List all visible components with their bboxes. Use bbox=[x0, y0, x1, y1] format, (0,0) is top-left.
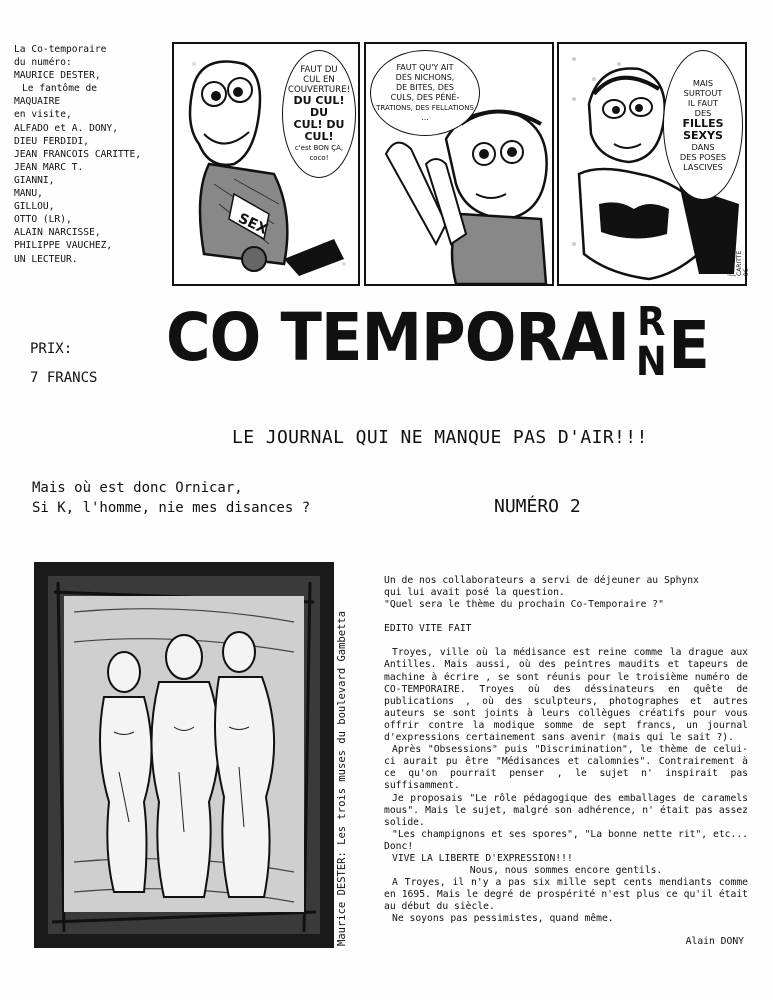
article-paragraph: A Troyes, il n'y a pas six mille sept cents mendiants comme en 1695. Mais le degré de prospérité n'est plus ce qu'il était au début du siècle. bbox=[384, 877, 748, 913]
speech-bubble bbox=[663, 50, 743, 200]
credits-line: JEAN MARC T. bbox=[14, 161, 84, 173]
credits-line: MANU, bbox=[14, 188, 43, 200]
comic-panel-1 bbox=[172, 42, 360, 286]
bubble-line: SEXYS bbox=[683, 129, 723, 142]
bubble-line: ... bbox=[421, 113, 429, 122]
article-paragraph: Ne soyons pas pessimistes, quand même. bbox=[392, 913, 614, 925]
article-paragraph: Je proposais "Le rôle pédagogique des emballages de caramels mous". Mais le sujet, malgré son adhérence, n' était pas assez solide. bbox=[384, 792, 748, 828]
price-value: 7 FRANCS bbox=[30, 370, 98, 386]
artwork-three-muses bbox=[34, 562, 334, 948]
credits-line: en visite, bbox=[14, 109, 72, 121]
credits-line: GIANNI, bbox=[14, 174, 55, 186]
article-intro-line: qui lui avait posé la question. bbox=[384, 587, 565, 599]
bubble-line: DES NICHONS, bbox=[395, 73, 455, 82]
article-author: Alain DONY bbox=[685, 935, 744, 947]
epigraph-line: Si K, l'homme, nie mes disances ? bbox=[32, 500, 311, 516]
bubble-line: DES POSES bbox=[679, 152, 727, 162]
speech-bubble bbox=[370, 50, 480, 136]
article-paragraph: Troyes, ville où la médisance est reine comme la drague aux Antilles. Mais aussi, où des peintres maudits et tapeurs de machine à écrire , se sont réunis pour le troisième numéro de CO-TEMPORAIRE. Troyes où des déssinateurs en quête de publications , où des sculpteurs, photographes et autres auteurs se sont joints à leurs collègues créatifs pour vous offrir contre la modique somme de sept francs, un journal d'expressions certainement sans avenir (mais qui le sait ?). bbox=[384, 647, 748, 744]
tagline: LE JOURNAL QUI NE MANQUE PAS D'AIR!!! bbox=[232, 427, 648, 448]
masthead-letter-end: E bbox=[668, 307, 709, 384]
masthead-title bbox=[166, 299, 709, 385]
article-intro-line: "Quel sera le thème du prochain Co-Temporaire ?" bbox=[384, 599, 664, 611]
masthead-letter-bottom: N bbox=[635, 339, 666, 385]
editorial-article bbox=[384, 575, 748, 948]
credits-line: Le fantôme de bbox=[22, 83, 98, 95]
comic-panel-3 bbox=[557, 42, 750, 286]
bubble-line: DU CUL! DU bbox=[293, 94, 345, 119]
bubble-line: DE BITES, DES bbox=[395, 83, 454, 92]
credits-line: du numéro: bbox=[14, 57, 72, 69]
bubble-line: CUL! DU bbox=[293, 118, 345, 131]
bubble-line: SURTOUT bbox=[683, 88, 723, 98]
artist-signature: JF CARITTE 96 bbox=[729, 250, 750, 276]
bubble-line: FAUT DU bbox=[300, 65, 338, 75]
credits-line: MAQUAIRE bbox=[14, 96, 61, 108]
article-intro-line: Un de nos collaborateurs a servi de déjeuner au Sphynx bbox=[384, 575, 699, 586]
bubble-line: CULS, DES PÉNÉ- bbox=[390, 93, 460, 102]
bubble-line: coco! bbox=[309, 154, 329, 162]
bubble-line: DANS bbox=[691, 142, 715, 152]
epigraph-line: Mais où est donc Ornicar, bbox=[32, 480, 243, 496]
comic-panel-2 bbox=[364, 42, 554, 286]
epigraph bbox=[32, 478, 310, 518]
article-heading: EDITO VITE FAIT bbox=[384, 623, 472, 635]
artwork-caption: Maurice DESTER: Les trois muses du boulevard Gambetta bbox=[336, 610, 348, 946]
credits-line: La Co-temporaire bbox=[14, 44, 107, 55]
bubble-line: FILLES bbox=[682, 117, 724, 130]
bubble-line: FAUT QU'Y AIT bbox=[396, 63, 454, 72]
shirt-text: SEX bbox=[235, 210, 270, 238]
bubble-line: MAIS bbox=[692, 78, 714, 88]
speech-bubble bbox=[282, 50, 356, 178]
price-block bbox=[30, 340, 97, 388]
bubble-line: IL FAUT bbox=[687, 98, 719, 108]
bubble-line: LASCIVES bbox=[683, 162, 723, 172]
bubble-line: CUL! bbox=[304, 130, 334, 143]
credits-line: GILLOU, bbox=[14, 201, 55, 213]
credits-line: ALFADO et A. DONY, bbox=[14, 122, 118, 134]
credits-line: ALAIN NARCISSE, bbox=[14, 227, 101, 239]
bubble-line: c'est BON ÇA, bbox=[294, 144, 344, 152]
credits-line: DIEU FERDIDI, bbox=[14, 135, 90, 147]
article-paragraph: Après "Obsessions" puis "Discrimination", le thème de celui-ci aurait pu être "Médisances et calomnies". Contrairement à ce qu'on pourrait penser , le sujet n' inspirait pas suffisamment. bbox=[384, 744, 748, 792]
article-paragraph: "Les champignons et ses spores", "La bonne nette rit", etc... Donc! bbox=[384, 828, 748, 852]
credits-line: OTTO (LR), bbox=[14, 214, 72, 226]
credits-line: PHILIPPE VAUCHEZ, bbox=[14, 240, 113, 252]
bubble-line: CUL EN bbox=[303, 75, 335, 85]
masthead-letter-top: R bbox=[637, 299, 665, 345]
article-paragraph: Nous, nous sommes encore gentils. bbox=[469, 865, 663, 877]
credits-line: UN LECTEUR. bbox=[14, 253, 78, 265]
masthead-stacked-letters bbox=[632, 299, 669, 385]
issue-number: NUMÉRO 2 bbox=[494, 496, 581, 517]
credits-list bbox=[14, 43, 174, 266]
bubble-line: DES bbox=[694, 108, 712, 118]
bubble-line: COUVERTURE! bbox=[287, 85, 351, 95]
price-label: PRIX: bbox=[30, 341, 73, 357]
credits-line: MAURICE DESTER, bbox=[14, 70, 101, 82]
bubble-line: TRATIONS, DES FELLATIONS bbox=[376, 104, 474, 112]
credits-line: JEAN FRANCOIS CARITTE, bbox=[14, 148, 142, 160]
masthead-main: CO TEMPORAI bbox=[166, 299, 629, 376]
article-paragraph: VIVE LA LIBERTE D'EXPRESSION!!! bbox=[392, 852, 573, 864]
